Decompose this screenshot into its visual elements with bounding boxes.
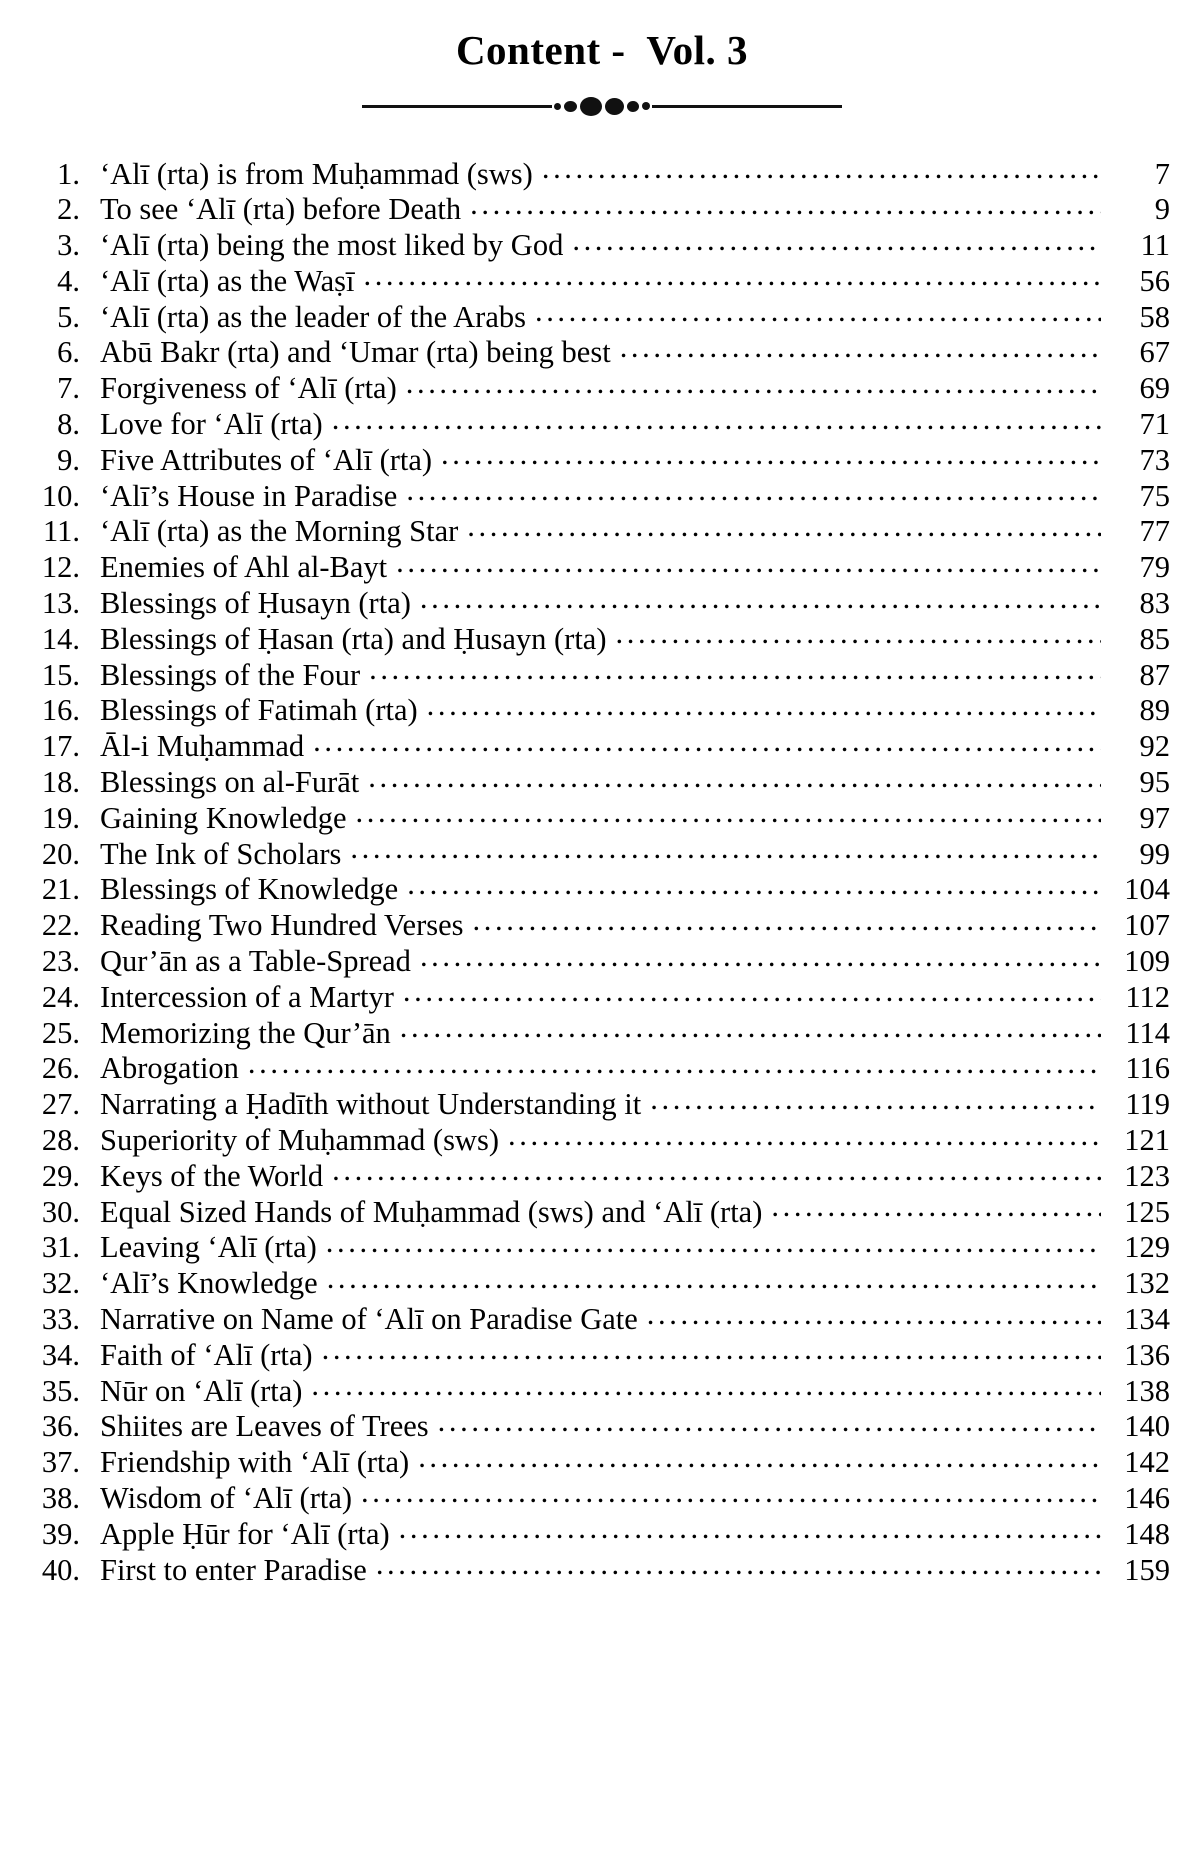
toc-entry-page-number: 123 [1124,1158,1170,1193]
toc-entry-page-number: 107 [1124,908,1170,943]
toc-entry-title: Love for ‘Alī (rta) [100,407,323,442]
toc-entry-page-number: 85 [1139,621,1170,656]
toc-entry[interactable] [18,1048,1170,1084]
toc-entry-number: 34. [41,1337,80,1372]
toc-dot-leader [407,869,1101,900]
divider-rule-left [362,105,552,108]
toc-entry-title: Five Attributes of ‘Alī (rta) [100,442,433,477]
toc-entry-page-number: 146 [1124,1480,1170,1515]
toc-dot-leader [396,547,1101,578]
toc-entry-number: 36. [41,1409,80,1444]
toc-entry-number: 24. [41,979,80,1014]
toc-entry[interactable] [18,189,1170,225]
toc-entry-number: 40. [41,1552,80,1587]
toc-entry-number: 35. [41,1373,80,1408]
toc-entry-page-number: 67 [1139,335,1170,370]
toc-entry-page-number: 71 [1139,407,1170,442]
toc-entry-number: 14. [41,621,80,656]
ornament-dot [627,101,639,112]
toc-entry-number: 38. [41,1480,80,1515]
toc-entry-number: 23. [41,944,80,979]
toc-dot-leader [467,511,1101,542]
toc-entry[interactable] [18,1155,1170,1191]
toc-entry-page-number: 95 [1139,765,1170,800]
toc-entry-page-number: 73 [1139,442,1170,477]
toc-entry-page-number: 75 [1139,478,1170,513]
toc-dot-leader [535,296,1101,327]
toc-entry-page-number: 56 [1139,263,1170,298]
toc-entry[interactable] [18,153,1170,189]
toc-entry-page-number: 99 [1139,836,1170,871]
toc-entry-page-number: 138 [1124,1373,1170,1408]
toc-entry-number: 31. [41,1230,80,1265]
toc-dot-leader [418,1442,1101,1473]
toc-entry-title: ‘Alī (rta) being the most liked by God [100,228,564,263]
toc-entry-number: 27. [41,1087,80,1122]
toc-dot-leader [311,1370,1101,1401]
toc-entry-number: 39. [41,1516,80,1551]
toc-dot-leader [420,941,1101,972]
toc-entry-title: ‘Alī’s House in Paradise [100,478,398,513]
toc-entry-title: Keys of the World [100,1158,324,1193]
toc-entry[interactable] [18,1549,1170,1585]
toc-entry[interactable] [18,1299,1170,1335]
toc-entry-number: 19. [41,800,80,835]
toc-entry-number: 13. [41,586,80,621]
toc-entry-title: Blessings of Knowledge [100,872,399,907]
toc-entry-title: Equal Sized Hands of Muḥammad (sws) and ‘Alī (rta) [100,1194,763,1229]
toc-entry-page-number: 58 [1139,299,1170,334]
toc-entry-page-number: 114 [1125,1015,1170,1050]
toc-entry-number: 3. [57,228,80,263]
toc-entry-number: 18. [41,765,80,800]
toc-entry-title: To see ‘Alī (rta) before Death [100,192,462,227]
toc-entry-page-number: 140 [1124,1409,1170,1444]
toc-entry[interactable] [18,332,1170,368]
toc-entry[interactable] [18,690,1170,726]
ornament-dot [642,102,650,110]
toc-entry-title: Qur’ān as a Table-Spread [100,944,411,979]
toc-entry-page-number: 119 [1125,1087,1170,1122]
toc-entry[interactable] [18,225,1170,261]
toc-dot-leader [350,833,1101,864]
toc-entry-title: Narrative on Name of ‘Alī on Paradise Gate [100,1302,638,1336]
toc-entry-title: Āl-i Muḥammad [100,729,305,764]
toc-entry-number: 29. [41,1158,80,1193]
toc-entry-page-number: 125 [1124,1194,1170,1229]
toc-entry[interactable] [18,1334,1170,1370]
toc-dot-leader [427,690,1101,721]
toc-entry[interactable] [18,368,1170,404]
toc-entry-title: Apple Ḥūr for ‘Alī (rta) [100,1516,390,1551]
toc-entry[interactable] [18,1406,1170,1442]
toc-entry[interactable] [18,583,1170,619]
toc-entry[interactable] [18,1227,1170,1263]
title-block [0,0,1204,119]
toc-dot-leader [620,332,1101,363]
diamond-ornament-divider-icon [362,93,842,119]
toc-dot-leader [376,1549,1101,1580]
toc-entry-page-number: 89 [1139,693,1170,728]
toc-entry-number: 32. [41,1266,80,1301]
toc-entry-title: Friendship with ‘Alī (rta) [100,1445,410,1480]
toc-entry-title: Wisdom of ‘Alī (rta) [100,1480,353,1515]
toc-entry-number: 5. [57,299,80,334]
toc-entry-title: Forgiveness of ‘Alī (rta) [100,371,397,406]
toc-entry-page-number: 97 [1139,800,1170,835]
toc-entry-number: 20. [41,836,80,871]
toc-entry-title: ‘Alī (rta) is from Muḥammad (sws) [100,156,533,191]
toc-entry-page-number: 109 [1124,944,1170,979]
toc-entry-number: 4. [57,263,80,298]
toc-dot-leader [438,1406,1101,1437]
toc-entry-number: 6. [57,335,80,370]
toc-entry-number: 1. [57,156,80,191]
toc-entry[interactable] [18,976,1170,1012]
toc-entry-number: 28. [41,1123,80,1158]
toc-dot-leader [403,976,1101,1007]
toc-entry-number: 8. [57,407,80,442]
toc-entry[interactable] [18,941,1170,977]
toc-dot-leader [248,1048,1101,1079]
toc-entry-title: Shiites are Leaves of Trees [100,1409,429,1444]
toc-entry-page-number: 159 [1124,1552,1170,1587]
toc-entry-page-number: 116 [1125,1051,1170,1086]
toc-dot-leader [470,189,1101,220]
toc-entry-number: 9. [57,442,80,477]
toc-entry-title: ‘Alī (rta) as the Morning Star [100,514,459,549]
toc-entry-number: 33. [41,1302,80,1336]
toc-dot-leader [572,225,1101,256]
toc-entry-page-number: 69 [1139,371,1170,406]
toc-entry[interactable] [18,905,1170,941]
toc-entry-title: Blessings on al-Furāt [100,765,360,800]
toc-entry[interactable] [18,833,1170,869]
toc-entry-title: Intercession of a Martyr [100,979,394,1014]
toc-entry[interactable] [18,511,1170,547]
toc-entry[interactable] [18,1191,1170,1227]
toc-entry-title: Faith of ‘Alī (rta) [100,1337,313,1372]
toc-entry-number: 22. [41,908,80,943]
toc-entry[interactable] [18,726,1170,762]
toc-entry-title: Reading Two Hundred Verses [100,908,464,943]
toc-entry-title: Superiority of Muḥammad (sws) [100,1123,499,1158]
toc-entry-page-number: 83 [1139,586,1170,621]
toc-dot-leader [327,1263,1101,1294]
toc-entry-number: 10. [41,478,80,513]
toc-dot-leader [771,1191,1101,1222]
toc-entry-page-number: 132 [1124,1266,1170,1301]
toc-entry-title: The Ink of Scholars [100,836,342,871]
toc-entry-page-number: 136 [1124,1337,1170,1372]
toc-dot-leader [368,762,1101,793]
toc-entry-number: 30. [41,1194,80,1229]
toc-dot-leader [473,905,1101,936]
toc-entry-number: 2. [57,192,80,227]
toc-entry-title: Blessings of Ḥasan (rta) and Ḥusayn (rta) [100,621,607,656]
toc-entry-page-number: 77 [1139,514,1170,549]
toc-dot-leader [363,260,1101,291]
toc-entry[interactable] [18,475,1170,511]
toc-dot-leader [326,1227,1101,1258]
toc-entry[interactable] [18,296,1170,332]
toc-entry-number: 17. [41,729,80,764]
toc-entry-number: 21. [41,872,80,907]
toc-entry-number: 12. [41,550,80,585]
toc-entry-number: 37. [41,1445,80,1480]
toc-dot-leader [542,153,1101,184]
toc-entry[interactable] [18,260,1170,296]
toc-entry-page-number: 104 [1124,872,1170,907]
toc-entry[interactable] [18,439,1170,475]
toc-entry-title: Abū Bakr (rta) and ‘Umar (rta) being best [100,335,611,370]
toc-entry-title: Memorizing the Qur’ān [100,1015,391,1050]
toc-dot-leader [406,475,1101,506]
toc-entry-page-number: 148 [1124,1516,1170,1551]
toc-entry-page-number: 134 [1124,1302,1170,1336]
ornament-dot [554,103,561,110]
toc-entry[interactable] [18,797,1170,833]
toc-entry-number: 15. [41,657,80,692]
table-of-contents-list [0,119,1204,1585]
toc-dot-leader [508,1120,1101,1151]
toc-entry-title: ‘Alī (rta) as the Waṣī [100,263,355,298]
toc-entry-title: Narrating a Ḥadīth without Understanding it [100,1087,642,1122]
page-title: Content - Vol. 3 [455,27,749,73]
toc-entry-page-number: 11 [1140,228,1170,263]
toc-entry-title: Blessings of the Four [100,657,361,692]
toc-entry-title: Nūr on ‘Alī (rta) [100,1373,303,1408]
toc-entry-title: Gaining Knowledge [100,800,347,835]
toc-entry[interactable] [18,654,1170,690]
toc-dot-leader [356,797,1102,828]
toc-entry[interactable] [18,1263,1170,1299]
toc-dot-leader [369,654,1101,685]
toc-entry-title: Enemies of Ahl al-Bayt [100,550,388,585]
toc-dot-leader [399,1513,1101,1544]
toc-entry[interactable] [18,1012,1170,1048]
toc-entry-page-number: 142 [1124,1445,1170,1480]
toc-entry[interactable] [18,762,1170,798]
toc-entry-title: Leaving ‘Alī (rta) [100,1230,317,1265]
toc-entry-title: ‘Alī’s Knowledge [100,1266,318,1301]
toc-dot-leader [406,368,1101,399]
toc-entry-number: 11. [43,514,80,549]
toc-dot-leader [616,618,1102,649]
toc-dot-leader [313,726,1101,757]
toc-dot-leader [332,1155,1101,1186]
toc-dot-leader [650,1084,1101,1115]
toc-entry-page-number: 121 [1124,1123,1170,1158]
toc-entry[interactable] [18,1477,1170,1513]
toc-entry-number: 16. [41,693,80,728]
toc-entry-page-number: 7 [1154,156,1170,191]
toc-entry[interactable] [18,618,1170,654]
toc-entry-title: Blessings of Ḥusayn (rta) [100,586,411,621]
toc-entry-page-number: 79 [1139,550,1170,585]
toc-entry[interactable] [18,1120,1170,1156]
toc-entry-title: First to enter Paradise [100,1552,367,1587]
toc-dot-leader [322,1334,1101,1365]
toc-entry-number: 25. [41,1015,80,1050]
toc-entry-title: Blessings of Fatimah (rta) [100,693,418,728]
toc-entry-title: Abrogation [100,1051,239,1086]
toc-entry-page-number: 129 [1124,1230,1170,1265]
divider-rule-right [652,105,842,108]
toc-entry[interactable] [18,1084,1170,1120]
toc-entry[interactable] [18,547,1170,583]
toc-entry[interactable] [18,404,1170,440]
toc-entry-page-number: 112 [1125,979,1170,1014]
toc-entry[interactable] [18,1513,1170,1549]
toc-entry-page-number: 92 [1139,729,1170,764]
toc-entry-page-number: 9 [1154,192,1170,227]
toc-dot-leader [332,404,1101,435]
toc-entry[interactable] [18,1370,1170,1406]
divider-ornaments [554,93,650,119]
toc-entry-page-number: 87 [1139,657,1170,692]
ornament-dot [605,98,624,115]
toc-entry[interactable] [18,1442,1170,1478]
toc-dot-leader [361,1477,1101,1508]
toc-dot-leader [400,1012,1101,1043]
toc-dot-leader [647,1299,1101,1330]
toc-entry[interactable] [18,869,1170,905]
ornament-dot [564,101,577,112]
ornament-dot [580,97,602,116]
toc-dot-leader [420,583,1101,614]
toc-entry-number: 7. [57,371,80,406]
toc-dot-leader [441,439,1101,470]
toc-entry-number: 26. [41,1051,80,1086]
toc-entry-title: ‘Alī (rta) as the leader of the Arabs [100,299,526,334]
